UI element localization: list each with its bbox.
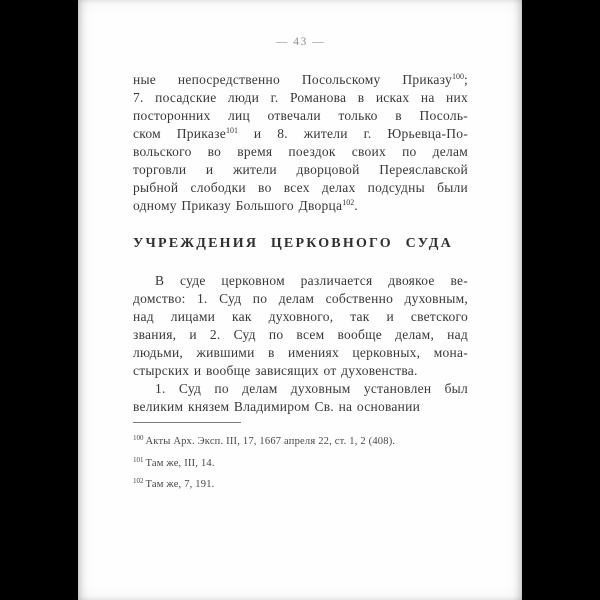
- line-text: 7. посадские люди г. Романова в исках на них: [133, 90, 468, 105]
- line-text: ском Приказе: [133, 126, 226, 141]
- text-line: [133, 272, 468, 290]
- text-line: [133, 308, 468, 326]
- text-line: [133, 326, 468, 344]
- line-text: 1. Суд по делам духовным установлен был: [155, 381, 468, 396]
- text-line: [133, 344, 468, 362]
- line-text: стырских и вообще зависящих от духовенства.: [133, 363, 418, 378]
- line-text: .: [354, 198, 358, 213]
- line-text: вольского во время поездок своих по делам: [133, 144, 468, 159]
- text-line: [133, 89, 468, 107]
- text-line: [133, 197, 468, 215]
- line-text: рыбной слободки во всех делах подсудны были: [133, 180, 468, 195]
- text-line: [133, 362, 468, 380]
- page-content: [78, 0, 522, 496]
- book-page: [78, 0, 522, 600]
- line-text: над лицами как духовного, так и светского: [133, 309, 468, 324]
- line-text: звания, и 2. Суд по всем вообще делам, над: [133, 327, 468, 342]
- text-line: [133, 125, 468, 143]
- line-text: ные непосредственно Посольскому Приказу: [133, 72, 452, 87]
- text-line: [133, 398, 468, 416]
- footnote-text: Акты Арх. Эксп. III, 17, 1667 апреля 22, ст. 1, 2 (408).: [145, 436, 396, 447]
- line-text: людьми, жившими в имениях церковных, мона-: [133, 345, 468, 360]
- page-number: — 43 —: [275, 36, 326, 48]
- section-heading: УЧРЕЖДЕНИЯ ЦЕРКОВНОГО СУДА: [133, 236, 453, 251]
- text-line: [133, 179, 468, 197]
- footnote-text: Там же, III, 14.: [145, 457, 215, 469]
- text-line: [133, 290, 468, 308]
- footnote-item: [133, 474, 468, 496]
- line-text: торговли и жители дворцовой Переяславской: [133, 162, 468, 177]
- text-line: [133, 380, 468, 398]
- line-text: В суде церковном различается двоякое ве-: [155, 273, 468, 288]
- footnote-item: [133, 453, 468, 475]
- footnote-ref: 102: [342, 198, 355, 207]
- text-line: [133, 107, 468, 125]
- footnotes: [133, 431, 468, 496]
- text-line: [133, 143, 468, 161]
- footnote-ref: 101: [225, 126, 238, 135]
- footnote-ref: 100: [451, 72, 464, 81]
- line-text: ;: [463, 72, 468, 87]
- line-text: великим князем Владимиром Св. на основании: [133, 399, 421, 414]
- footnote-number: 102: [133, 477, 144, 485]
- paragraph-spiritual-court: [133, 380, 468, 416]
- paragraph-church-court: [133, 272, 468, 380]
- line-text: одному Приказу Большого Дворца: [133, 198, 343, 213]
- footnote-separator: [133, 422, 241, 423]
- footnote-item: [133, 431, 468, 453]
- line-text: посторонних лиц отвечали только в Посоль-: [133, 108, 468, 123]
- footnote-number: 100: [133, 434, 144, 442]
- line-text: домство: 1. Суд по делам собственно духовным,: [133, 291, 468, 306]
- footnote-number: 101: [133, 455, 144, 464]
- line-text: и 8. жители г. Юрьевца-По-: [237, 126, 469, 141]
- paragraph-continuation: [133, 71, 468, 215]
- text-line: [133, 71, 468, 89]
- footnote-text: Там же, 7, 191.: [145, 479, 215, 490]
- text-line: [133, 161, 468, 179]
